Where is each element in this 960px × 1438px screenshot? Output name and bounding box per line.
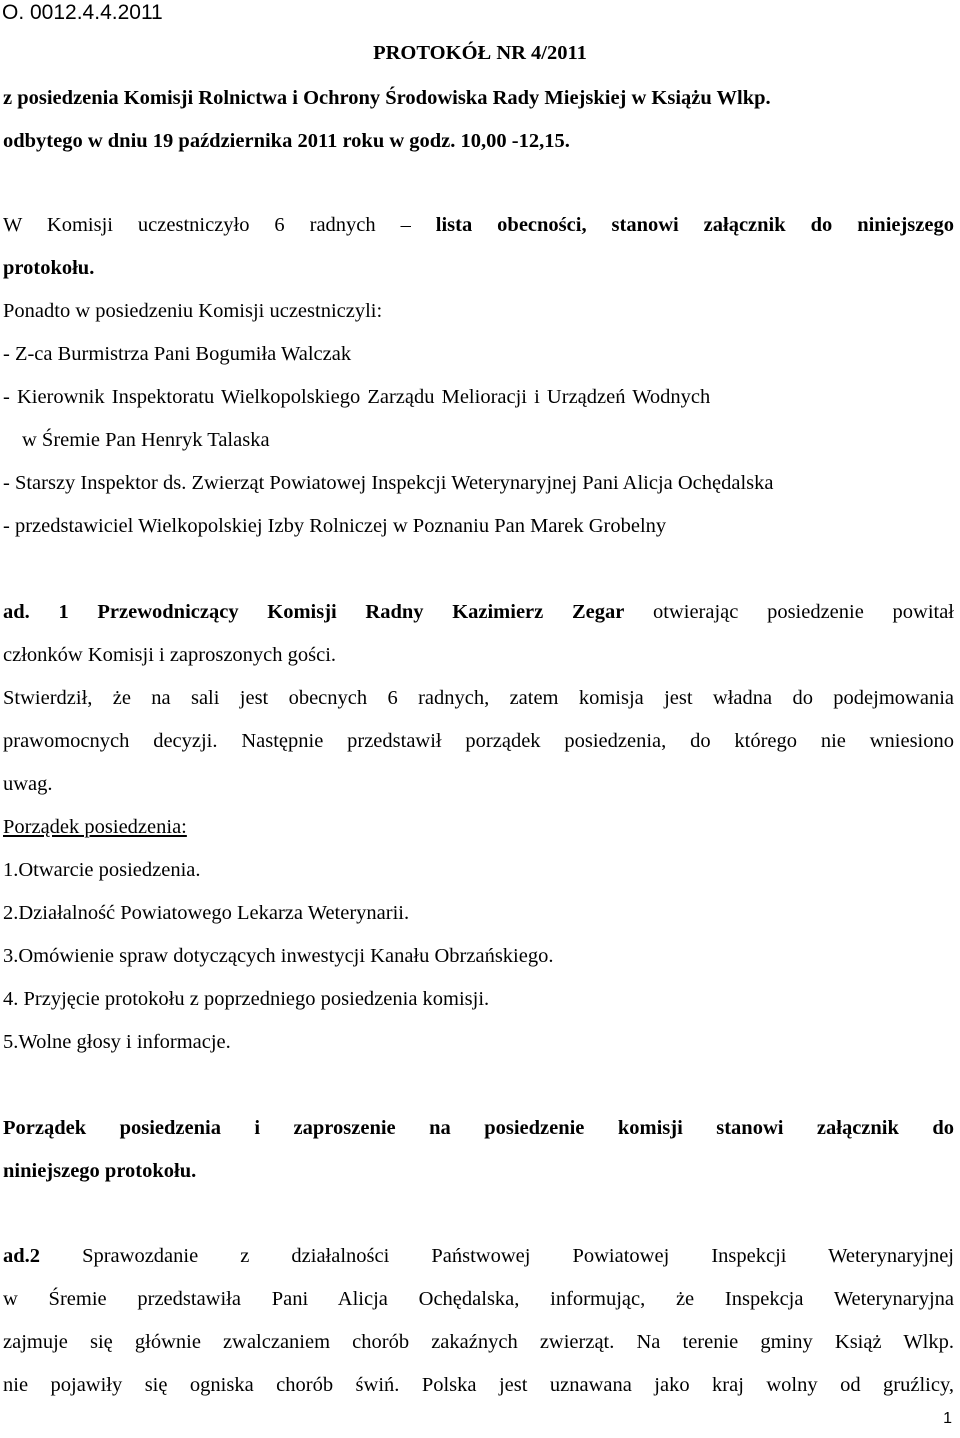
ad1-text-line: uwag.: [3, 773, 53, 795]
guest-item: - Z-ca Burmistrza Pani Bogumiła Walczak: [3, 343, 352, 365]
guest-item: - Starszy Inspektor ds. Zwierząt Powiatowej Inspekcji Weterynaryjnej Pani Alicja Ochędalska: [3, 472, 774, 494]
document-reference: O. 0012.4.4.2011: [2, 1, 163, 24]
ad1-text-line: Stwierdził, że na sali jest obecnych 6 radnych, zatem komisja jest władna do podejmowania: [3, 687, 954, 709]
guests-heading: Ponadto w posiedzeniu Komisji uczestniczyli:: [3, 300, 383, 322]
attendance-list-note: lista obecności, stanowi załącznik do niniejszego: [410, 214, 954, 236]
agenda-item: 2.Działalność Powiatowego Lekarza Weterynarii.: [3, 902, 410, 924]
attendance-line: [3, 212, 954, 238]
agenda-item: 3.Omówienie spraw dotyczących inwestycji Kanału Obrzańskiego.: [3, 945, 554, 967]
ad2-text-line: w Śremie przedstawiła Pani Alicja Ochędalska, informując, że Inspekcja Weterynaryjna: [3, 1288, 954, 1310]
guest-item-continuation: w Śremie Pan Henryk Talaska: [22, 429, 270, 451]
ad2-heading: ad.2: [3, 1245, 41, 1267]
agenda-item: 5.Wolne głosy i informacje.: [3, 1031, 231, 1053]
guest-item: - przedstawiciel Wielkopolskiej Izby Rolniczej w Poznaniu Pan Marek Grobelny: [3, 515, 667, 537]
ad2-text-line: nie pojawiły się ogniska chorób świń. Polska jest uznawana jako kraj wolny od gruźlicy,: [3, 1374, 954, 1396]
protocol-subtitle: z posiedzenia Komisji Rolnictwa i Ochrony Środowiska Rady Miejskiej w Książu Wlkp.: [3, 87, 771, 109]
attendance-list-note-end: protokołu.: [3, 257, 95, 279]
ad1-text: otwierając posiedzenie powitał: [624, 601, 955, 623]
page-number: 1: [943, 1410, 952, 1427]
ad1-text-line: prawomocnych decyzji. Następnie przedstawił porządek posiedzenia, do którego nie wniesiono: [3, 730, 954, 752]
ad2-text: Sprawozdanie z działalności Państwowej Powiatowej Inspekcji Weterynaryjnej: [40, 1245, 954, 1267]
ad2-paragraph-start: [3, 1243, 954, 1269]
ad1-text-line: członków Komisji i zaproszonych gości.: [3, 644, 337, 666]
ad2-text-line: zajmuje się głównie zwalczaniem chorób zakaźnych zwierząt. Na terenie gminy Książ Wlkp.: [3, 1331, 954, 1353]
agenda-attachment-note: Porządek posiedzenia i zaproszenie na posiedzenie komisji stanowi załącznik do: [3, 1117, 954, 1139]
ad1-paragraph-start: [3, 599, 954, 625]
attendance-intro: W Komisji uczestniczyło 6 radnych –: [3, 214, 411, 236]
protocol-date: odbytego w dniu 19 października 2011 roku w godz. 10,00 -12,15.: [3, 130, 570, 152]
agenda-item: 4. Przyjęcie protokołu z poprzedniego posiedzenia komisji.: [3, 988, 490, 1010]
protocol-title: PROTOKÓŁ NR 4/2011: [373, 42, 587, 64]
guest-item: - Kierownik Inspektoratu Wielkopolskiego Zarządu Melioracji i Urządzeń Wodnych: [3, 386, 711, 408]
agenda-heading: Porządek posiedzenia:: [3, 816, 187, 838]
agenda-item: 1.Otwarcie posiedzenia.: [3, 859, 201, 881]
agenda-attachment-note-end: niniejszego protokołu.: [3, 1160, 197, 1182]
ad1-heading: ad. 1 Przewodniczący Komisji Radny Kazimierz Zegar: [3, 601, 625, 623]
